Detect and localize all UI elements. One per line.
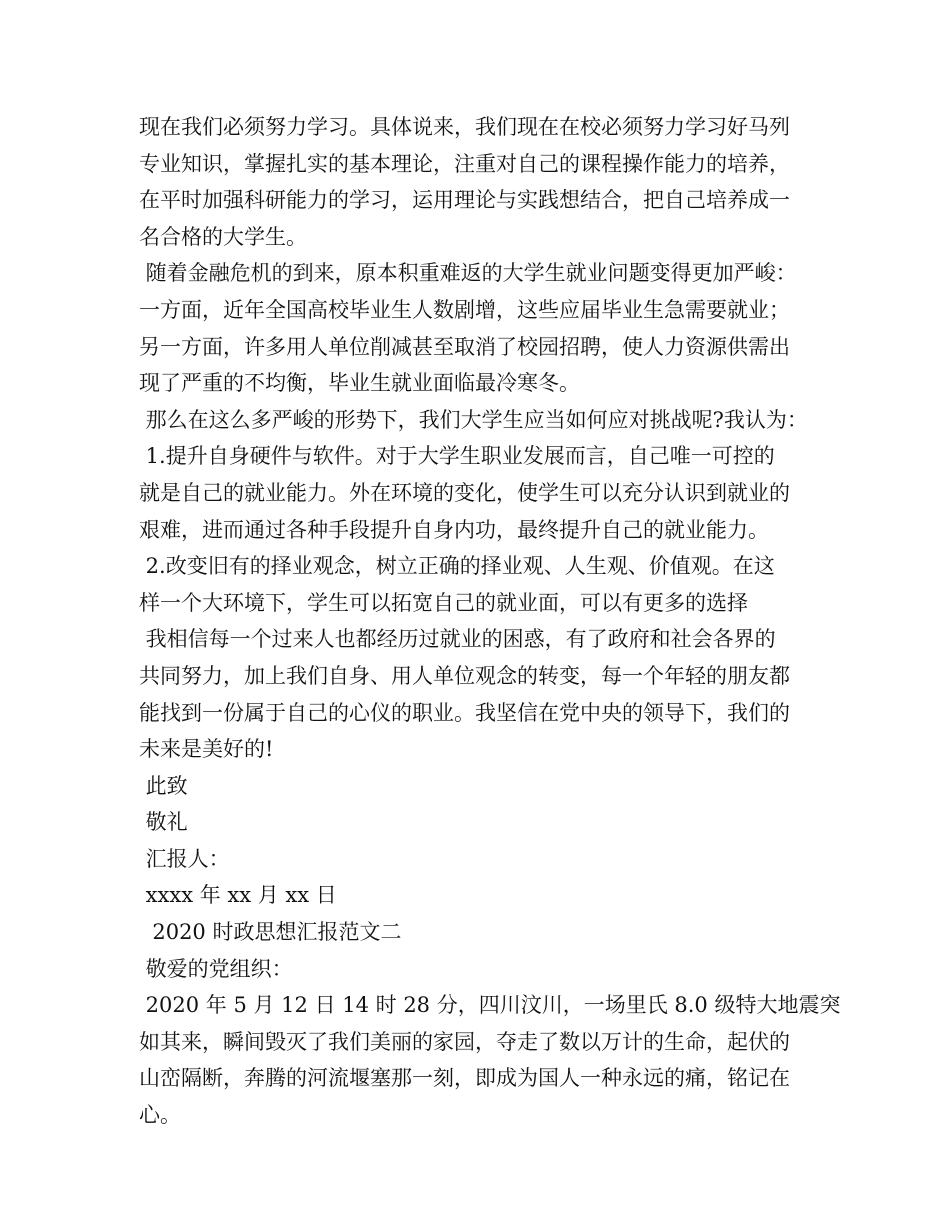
- text-line: 那么在这么多严峻的形势下，我们大学生应当如何应对挑战呢?我认为：: [139, 407, 808, 432]
- text-line: 我相信每一个过来人也都经历过就业的困惑，有了政府和社会各界的: [139, 627, 776, 652]
- text-line: 另一方面，许多用人单位削减甚至取消了校园招聘，使人力资源供需出: [139, 334, 790, 359]
- document-body: [139, 109, 839, 1134]
- text-line: 如其来，瞬间毁灭了我们美丽的家园，夺走了数以万计的生命，起伏的: [139, 1029, 790, 1054]
- salutation: 敬爱的党组织：: [139, 956, 293, 981]
- text-line: 现在我们必须努力学习。具体说来，我们现在在校必须努力学习好马列: [139, 115, 790, 139]
- text-line: 样一个大环境下，学生可以拓宽自己的就业面，可以有更多的选择: [139, 590, 748, 615]
- reporter-label: 汇报人：: [139, 846, 230, 871]
- text-line: 能找到一份属于自己的心仪的职业。我坚信在党中央的领导下，我们的: [139, 700, 790, 725]
- closing-regards: 敬礼: [139, 810, 188, 835]
- report-date: xxxx 年 xx 月 xx 日: [139, 883, 337, 908]
- text-line: 名合格的大学生。: [139, 224, 307, 249]
- text-line: 2020 年 5 月 12 日 14 时 28 分，四川汶川，一场里氏 8.0 级特大地震突: [139, 993, 841, 1018]
- text-line: 1.提升自身硬件与软件。对于大学生职业发展而言，自己唯一可控的: [139, 444, 775, 469]
- closing-salutation: 此致: [139, 773, 188, 798]
- text-line: 现了严重的不均衡，毕业生就业面临最冷寒冬。: [139, 371, 580, 396]
- text-line: 共同努力，加上我们自身、用人单位观念的转变，每一个年轻的朋友都: [139, 663, 790, 688]
- text-line: 就是自己的就业能力。外在环境的变化，使学生可以充分认识到就业的: [139, 480, 790, 505]
- text-line: 随着金融危机的到来，原本积重难返的大学生就业问题变得更加严峻：: [139, 261, 797, 286]
- text-line: 在平时加强科研能力的学习，运用理论与实践想结合，把自己培养成一: [139, 188, 790, 213]
- text-line: 艰难，进而通过各种手段提升自身内功，最终提升自己的就业能力。: [139, 517, 769, 542]
- text-line: 一方面，近年全国高校毕业生人数剧增，这些应届毕业生急需要就业；: [139, 297, 790, 322]
- text-line: 心。: [139, 1103, 181, 1128]
- text-line: 专业知识，掌握扎实的基本理论，注重对自己的课程操作能力的培养，: [139, 151, 790, 176]
- text-line: 未来是美好的!: [139, 737, 274, 762]
- section-heading: 2020 时政思想汇报范文二: [139, 920, 402, 945]
- text-line: 2.改变旧有的择业观念，树立正确的择业观、人生观、价值观。在这: [139, 554, 775, 579]
- text-line: 山峦隔断，奔腾的河流堰塞那一刻，即成为国人一种永远的痛，铭记在: [139, 1066, 790, 1091]
